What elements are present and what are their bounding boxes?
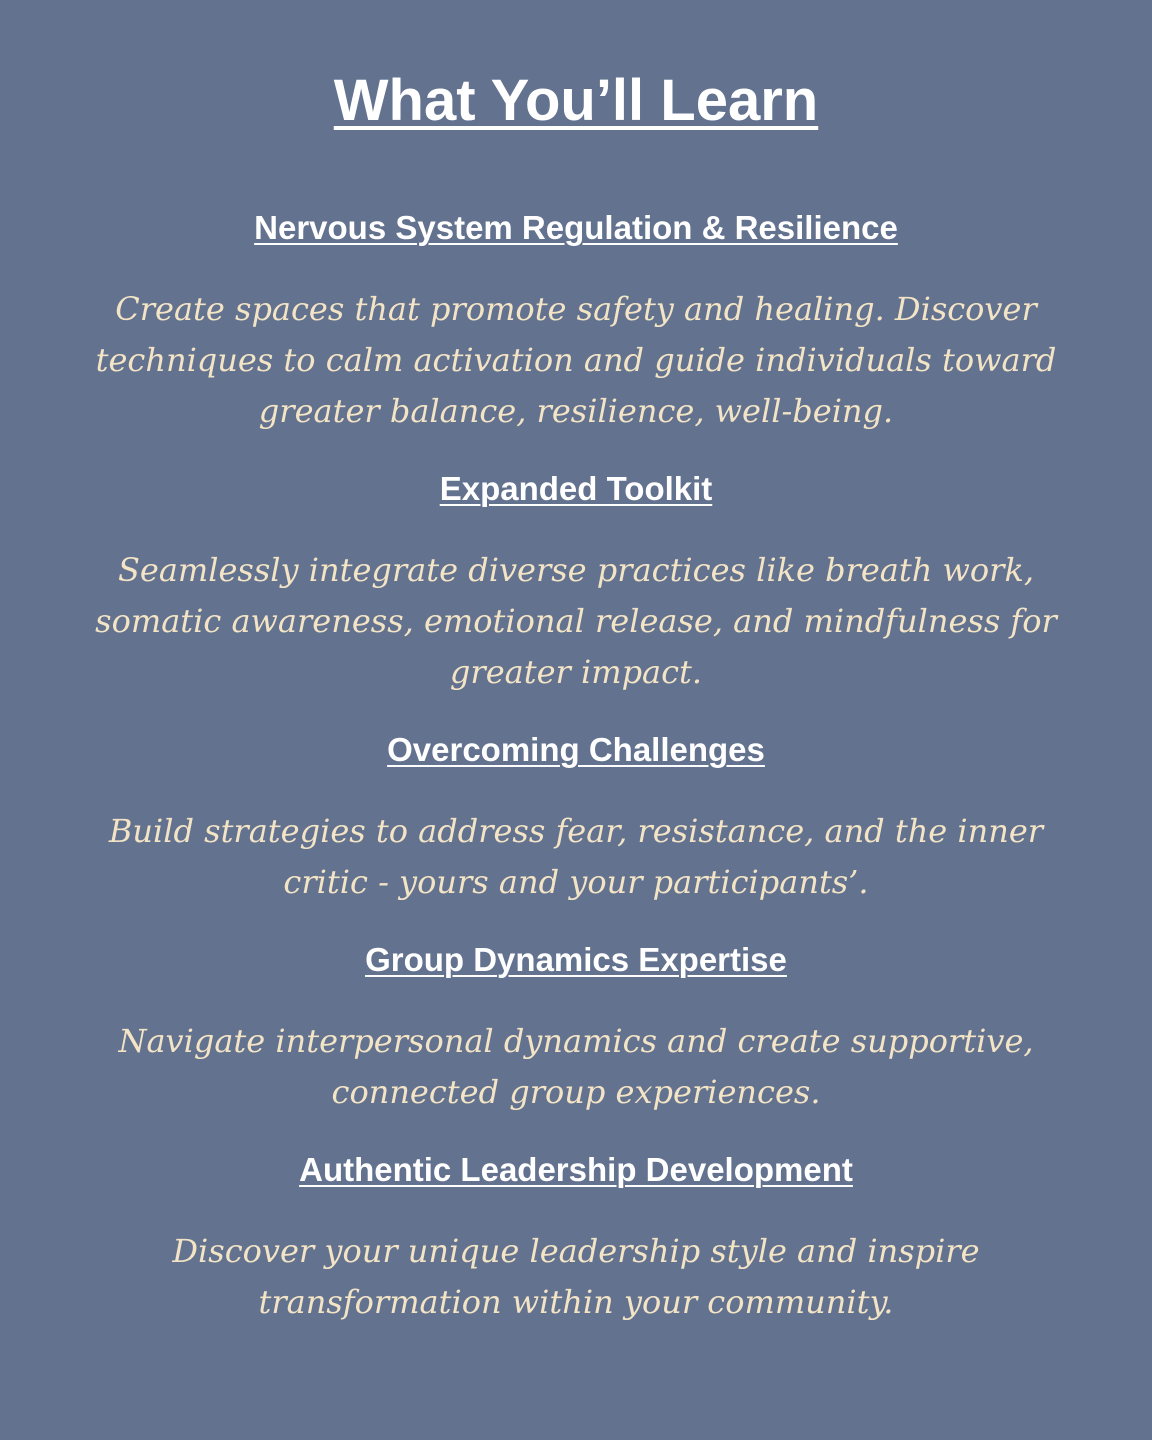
section-overcoming-challenges	[0, 730, 1152, 908]
section-description: Create spaces that promote safety and healing. Discover techniques to calm activation and guide individuals toward greater balance, resilience, well-being.	[95, 290, 1057, 430]
section-description: Build strategies to address fear, resistance, and the inner critic - yours and your participants’.	[108, 812, 1044, 901]
section-expanded-toolkit	[0, 469, 1152, 698]
section-heading: Expanded Toolkit	[439, 470, 713, 507]
section-heading: Overcoming Challenges	[387, 731, 765, 768]
section-description: Discover your unique leadership style and inspire transformation within your community.	[172, 1232, 980, 1321]
section-heading: Group Dynamics Expertise	[365, 941, 787, 978]
section-heading: Nervous System Regulation & Resilience	[254, 209, 898, 246]
section-description: Navigate interpersonal dynamics and create supportive, connected group experiences.	[118, 1022, 1034, 1111]
section-description: Seamlessly integrate diverse practices like breath work, somatic awareness, emotional release, and mindfulness for greater impact.	[95, 551, 1057, 691]
section-group-dynamics	[0, 940, 1152, 1118]
section-authentic-leadership	[0, 1150, 1152, 1328]
section-heading: Authentic Leadership Development	[299, 1151, 853, 1188]
learning-sections	[0, 208, 1152, 1328]
section-nervous-system	[0, 208, 1152, 437]
page-title: What You’ll Learn	[333, 68, 819, 133]
